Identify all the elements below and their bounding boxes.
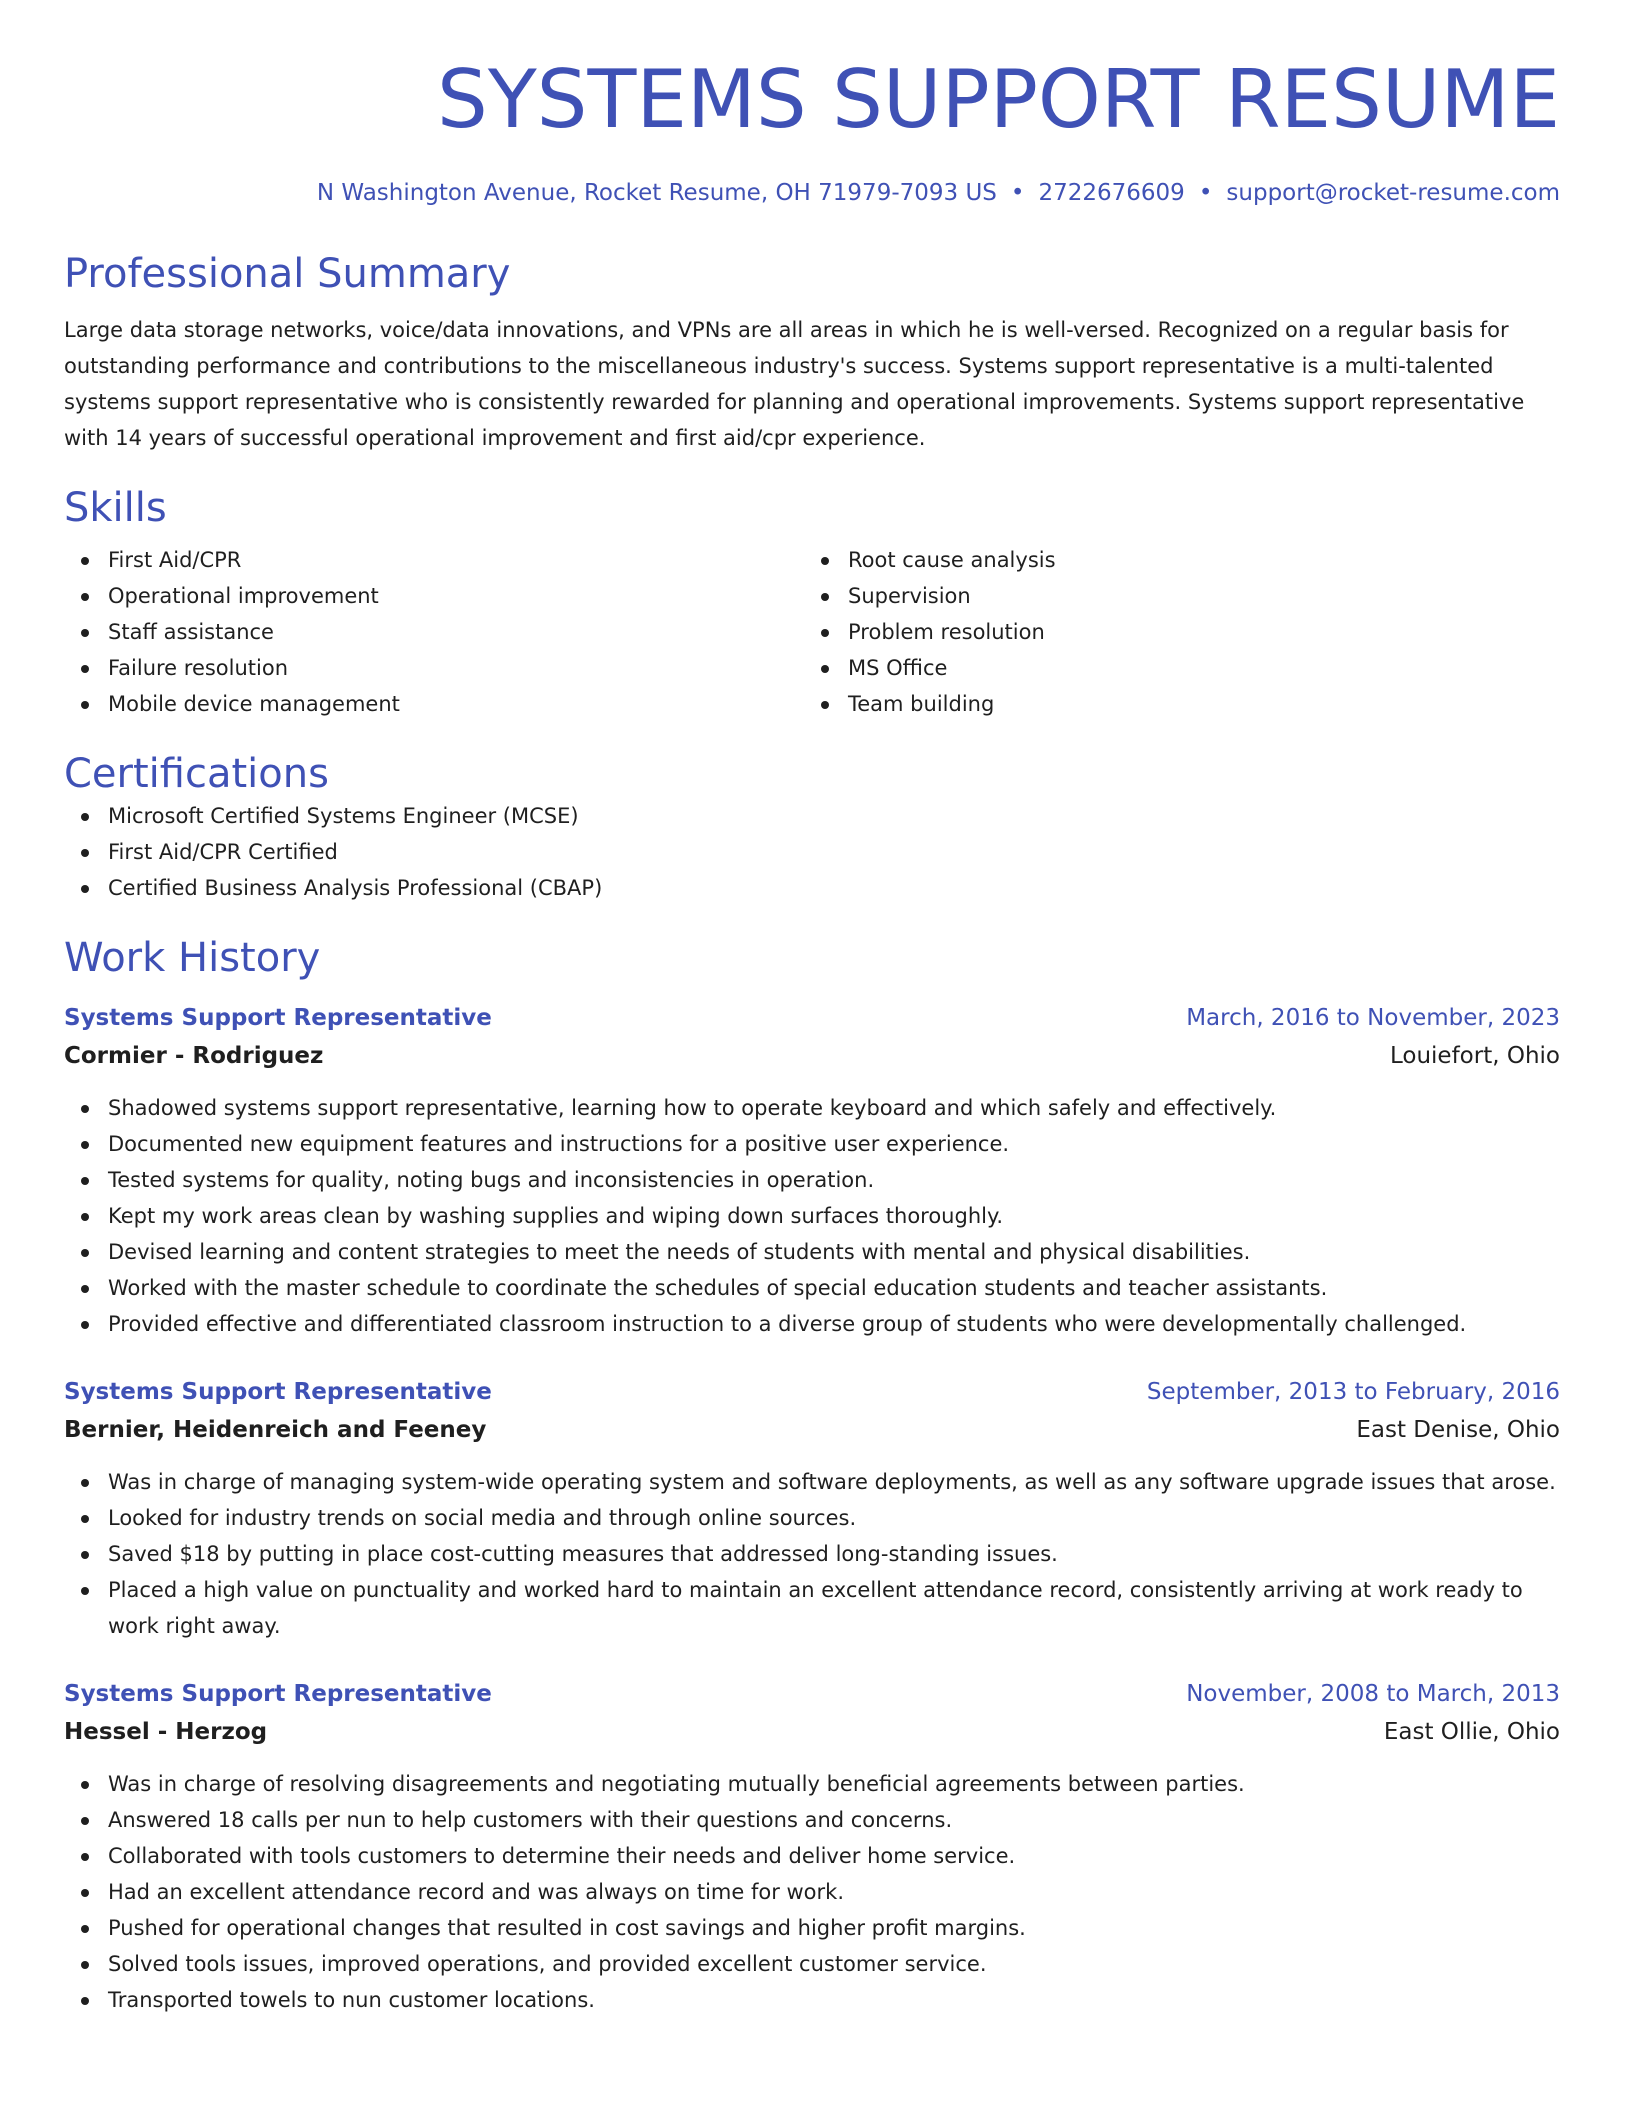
job-entry <box>64 1374 1560 1644</box>
summary-text: Large data storage networks, voice/data innovations, and VPNs are all areas in which he is well-versed. Recognized on a regular basis for outstanding performance and contributions to the miscellaneous industry's success. Systems support representative is a multi-talented systems support representative who is consistently rewarded for planning and operational improvements. Systems support representative with 14 years of successful operational improvement and first aid/cpr experience. <box>64 318 1525 450</box>
job-bullet: Pushed for operational changes that resulted in cost savings and higher profit margins. <box>64 1910 1560 1946</box>
job-bullet: Placed a high value on punctuality and worked hard to maintain an excellent attendance record, consistently arriving at work ready to work right away. <box>64 1572 1560 1644</box>
job-bullet: Devised learning and content strategies to meet the needs of students with mental and physical disabilities. <box>64 1234 1560 1270</box>
job-bullet: Looked for industry trends on social media and through online sources. <box>64 1500 1560 1536</box>
certification-item: First Aid/CPR Certified <box>64 834 1560 870</box>
summary-heading: Professional Summary <box>64 251 511 297</box>
job-bullet: Was in charge of managing system-wide operating system and software deployments, as well as any software upgrade issues that arose. <box>64 1464 1560 1500</box>
contact-separator: • <box>1198 180 1213 206</box>
job-bullet: Kept my work areas clean by washing supplies and wiping down surfaces thoroughly. <box>64 1198 1560 1234</box>
job-location: East Ollie, Ohio <box>1383 1719 1560 1745</box>
job-dates: March, 2016 to November, 2023 <box>1186 1005 1560 1031</box>
job-bullet: Collaborated with tools customers to determine their needs and deliver home service. <box>64 1838 1560 1874</box>
job-bullet: Solved tools issues, improved operations, and provided excellent customer service. <box>64 1946 1560 1982</box>
job-title-row <box>64 1000 1560 1036</box>
job-bullet: Provided effective and differentiated classroom instruction to a diverse group of students who were developmentally challenged. <box>64 1306 1560 1342</box>
skill-item: Mobile device management <box>64 686 804 722</box>
skill-item: Problem resolution <box>804 614 1544 650</box>
contact-separator: • <box>1010 180 1025 206</box>
job-entry <box>64 1676 1560 2018</box>
job-bullets <box>64 1464 1560 1644</box>
skill-item: MS Office <box>804 650 1544 686</box>
job-bullet: Documented new equipment features and instructions for a positive user experience. <box>64 1126 1560 1162</box>
skill-item: Supervision <box>804 578 1544 614</box>
certification-item: Microsoft Certified Systems Engineer (MCSE) <box>64 798 1560 834</box>
resume-page <box>64 52 1560 2018</box>
contact-email: support@rocket-resume.com <box>1226 180 1560 206</box>
job-bullet: Was in charge of resolving disagreements and negotiating mutually beneficial agreements between parties. <box>64 1766 1560 1802</box>
job-title: Systems Support Representative <box>64 1379 492 1405</box>
job-company: Bernier, Heidenreich and Feeney <box>64 1417 487 1443</box>
skill-item: Root cause analysis <box>804 542 1544 578</box>
job-bullet: Had an excellent attendance record and was always on time for work. <box>64 1874 1560 1910</box>
job-entry <box>64 1000 1560 1342</box>
job-company: Cormier - Rodriguez <box>64 1043 324 1069</box>
job-company-row <box>64 1036 1560 1076</box>
skills-column-right <box>804 542 1544 722</box>
job-bullet: Saved $18 by putting in place cost-cutting measures that addressed long-standing issues. <box>64 1536 1560 1572</box>
skill-item: Operational improvement <box>64 578 804 614</box>
skill-item: Staff assistance <box>64 614 804 650</box>
job-bullet: Answered 18 calls per nun to help customers with their questions and concerns. <box>64 1802 1560 1838</box>
job-bullets <box>64 1090 1560 1342</box>
job-bullet: Worked with the master schedule to coordinate the schedules of special education students and teacher assistants. <box>64 1270 1560 1306</box>
job-company-row <box>64 1410 1560 1450</box>
job-bullet: Shadowed systems support representative, learning how to operate keyboard and which safely and effectively. <box>64 1090 1560 1126</box>
job-dates: September, 2013 to February, 2016 <box>1146 1379 1560 1405</box>
certification-item: Certified Business Analysis Professional (CBAP) <box>64 870 1560 906</box>
job-title-row <box>64 1374 1560 1410</box>
job-title: Systems Support Representative <box>64 1005 492 1031</box>
skill-item: Team building <box>804 686 1544 722</box>
contact-address: N Washington Avenue, Rocket Resume, OH 71979-7093 US <box>316 180 997 206</box>
resume-header <box>64 52 1560 208</box>
job-company: Hessel - Herzog <box>64 1719 268 1745</box>
skill-item: First Aid/CPR <box>64 542 804 578</box>
job-bullet: Transported towels to nun customer locations. <box>64 1982 1560 2018</box>
contact-phone: 2722676609 <box>1038 180 1185 206</box>
resume-title: SYSTEMS SUPPORT RESUME <box>437 53 1560 146</box>
skills-list <box>64 542 1560 722</box>
certifications-list <box>64 798 1560 906</box>
work-history-heading: Work History <box>64 935 321 981</box>
job-company-row <box>64 1712 1560 1752</box>
job-bullets <box>64 1766 1560 2018</box>
certifications-heading: Certifications <box>64 751 329 797</box>
job-bullet: Tested systems for quality, noting bugs and inconsistencies in operation. <box>64 1162 1560 1198</box>
job-location: Louiefort, Ohio <box>1389 1043 1560 1069</box>
job-dates: November, 2008 to March, 2013 <box>1186 1681 1560 1707</box>
job-title-row <box>64 1676 1560 1712</box>
job-title: Systems Support Representative <box>64 1681 492 1707</box>
skills-column-left <box>64 542 804 722</box>
contact-line <box>64 178 1560 208</box>
skill-item: Failure resolution <box>64 650 804 686</box>
skills-heading: Skills <box>64 485 167 531</box>
job-location: East Denise, Ohio <box>1356 1417 1560 1443</box>
